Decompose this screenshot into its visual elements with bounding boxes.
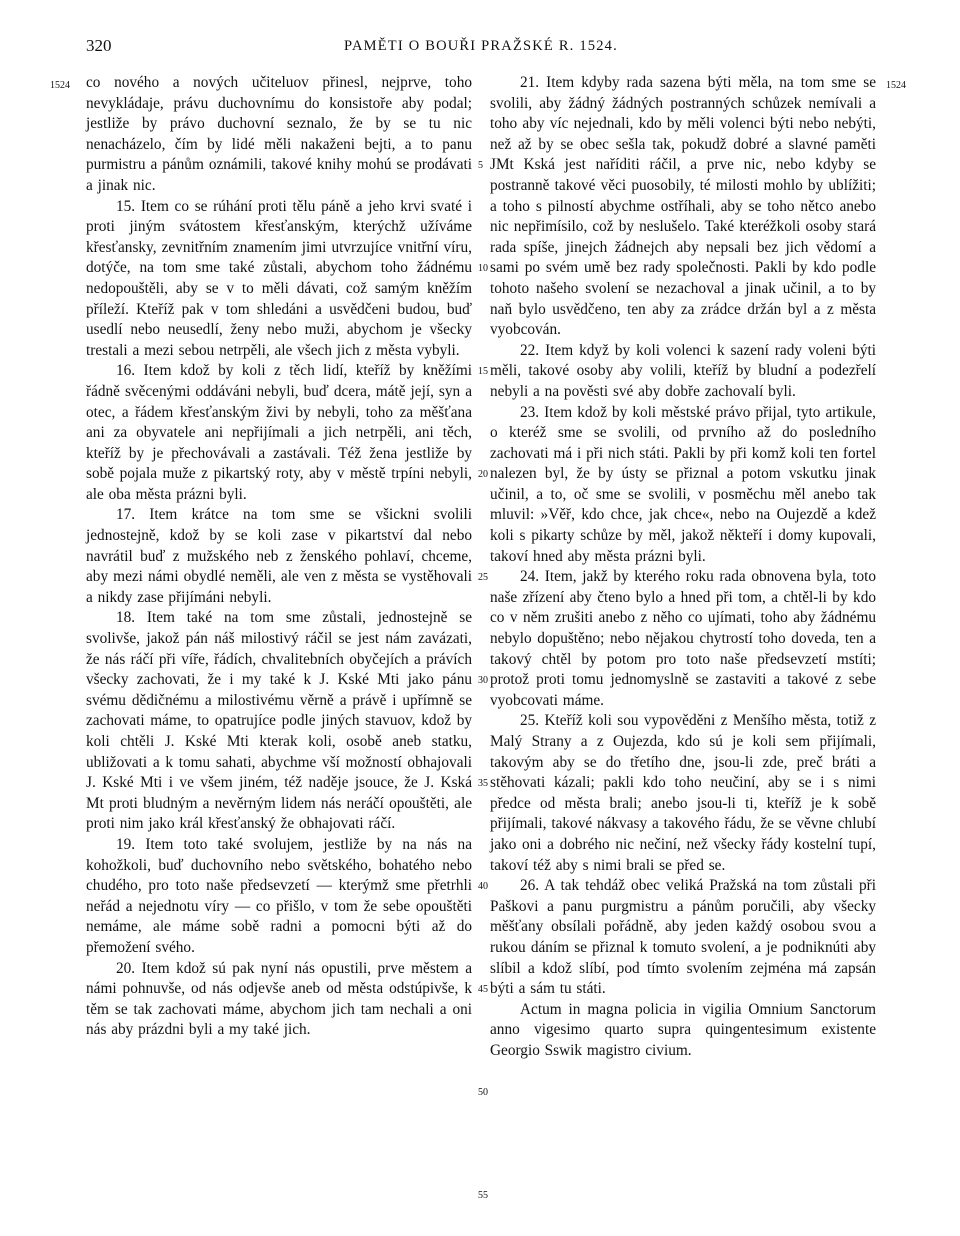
line-number: 30 xyxy=(478,675,488,687)
line-number: 35 xyxy=(478,778,488,790)
paragraph: co nového a nových učiteluov přinesl, nejprve, toho nevykládaje, právu duchovnímu do konsistoře aby podal; jestliže by právo duchovní seznalo, že by se tu nic nenacházelo, čím by lidé měli nakaženi bejti, a to panu purmistru a pánům oznámili, takové knihy mohú se prodávati a jinak nic. xyxy=(86,74,472,194)
paragraph: 26. A tak tehdáž obec veliká Pražská na tom zůstali při Paškovi a panu purgmistru a pánům poručili, aby všecky měšťany obsílali pořádně, aby jeden každý osobou svou a rukou dáním se přiznal k tomuto svolení, a je podniknúti aby slíbil a kdož slíbí, pod tímto svolením zejména má zapsán býti a sám tu státi. xyxy=(490,877,876,998)
left-column xyxy=(86,73,472,1041)
paragraph: 24. Item, jakž by kterého roku rada obnovena byla, toto naše zřízení aby čteno bylo a hned při tom, a chtěl-li by kdo co v něm zrušiti anebo z něho co ujímati, toho aby žádnému nebylo dopuštěno; nebo nějakou chytrostí toho doveda, ten a takový chtěl by potom pro toto naše předsevzetí mstíti; protož proti tomu jednomyslně se zastaviti a takové z sebe vyobcovati máme. xyxy=(490,568,876,709)
paragraph: 16. Item kdož by koli z těch lidí, kteříž by kněžími řádně svěcenými oddáváni nebyli, buď dcera, mátě její, syn a otec, a řádem křesťanským živi by nebyli, toho za měšťana ani za obyvatele ani nepřijímali a jich netrpěli, ani těch, kteříž by je přechovávali a zastávali. Též žena jestliže by sobě pojala muže z pikartský roty, aby v městě trpíni nebyli, ale oba města prázni byli. xyxy=(86,362,472,503)
paragraph: Actum in magna policia in vigilia Omnium Sanctorum anno vigesimo quarto supra quingentesimum existente Georgio Sswik magistro civium. xyxy=(490,1000,876,1059)
paragraph: 20. Item kdož sú pak nyní nás opustili, prve městem a námi pohnuvše, od nás odjevše aneb od města odstúpivše, k těm se tak zachovati máme, abychom jich tam nechali a oni nás aby prázdni byli a my také jich. xyxy=(86,959,472,1039)
right-column xyxy=(490,73,876,1062)
line-number: 45 xyxy=(478,984,488,996)
line-number: 15 xyxy=(478,366,488,378)
paragraph: 22. Item když by koli volenci k sazení rady voleni býti měli, takové osoby aby volili, kteříž by bludní a podezřelí nebyli a na pověsti své aby dobře zachovalí byli. xyxy=(490,341,876,400)
line-number: 10 xyxy=(478,263,488,275)
paragraph: 15. Item co se rúhání proti tělu páně a jeho krvi svaté i proti jiným svátostem křesťanským, kterýchž užíváme křesťansky, zevnitřním znamením jimi utvrzujíce vnitřní víru, dotýče, na tom sme také zůstali, abychom toho žádnému nedopouštěli, aby se v to měli dávati, což samým kněžím příleží. Kteříž pak v tom shledáni a usvědčeni budou, buď usedlí nebo neusedlí, ženy nebo muži, abychom je všecky trestali a mezi sebou netrpěli, ale všech jich z města vybyli. xyxy=(86,197,472,359)
line-number: 5 xyxy=(478,160,483,172)
paragraph: 23. Item kdož by koli městské právo přijal, tyto artikule, o kteréž sme se svolili, od prvního až do posledního zachovati má i při nich státi. Pakli by při komž koli ten fortel nalezen byl, že by ústy se přiznal a potom vskutku jinak učinil, a to, oč sme se svolili, v posměchu měl anebo tak mluvil: »Věř, kdo chce, jak chce«, nebo na Oujezdě a kdež koli s pikarty schůze by měl, jakož někteří i domy kupovali, takoví hned aby města prázni byli. xyxy=(490,403,876,565)
running-title: PAMĚTI O BOUŘI PRAŽSKÉ R. 1524. xyxy=(344,38,618,54)
line-number: 55 xyxy=(478,1190,488,1202)
line-number: 20 xyxy=(478,469,488,481)
paragraph: 21. Item kdyby rada sazena býti měla, na tom sme se svolili, aby žádný žádných postranných schůzek nemívali a toho aby víc nejednali, kdo by měli volenci býti nebo nebýti, než až by se obec sešla tak, pokudž dobré a slavné paměti JMt Kská jest naříditi ráčil, a prve nic, nebo kdyby se postranně takové věci puosobily, té milosti mohlo by ublížiti; a toho s pilností abychme ostříhali, aby se toho nětco anebo nic nepřimísilo, což by neslušelo. Také kteréžkoli osoby stará rada spíše, jinejch žádnejch aby nepsali bez jich vědomí a sami po svém umě bez rady společnosti. Pakli by kdo podle tohoto našeho svolení se nezachoval a jinak učinil, a to by naň bylo usvědčeno, ten aby za zrádce držán byl a z města vyobcován. xyxy=(490,74,876,339)
line-number: 50 xyxy=(478,1087,488,1099)
paragraph: 18. Item také na tom sme zůstali, jednostejně se svolivše, jakož pán náš milostivý ráčil se jest nám zavázati, že nás ráčí při víře, řádích, chvalitebních obyčejích a právích všecky zachovati, že i my také k J. Kské Mti jako pánu svému dědičnému a milostivému věrně a právě i upřímně se zachovati máme, to opatrujíce podle jiných stavuov, kdož by koli chtěli J. Kské Mti kterak koli, osobě aneb statku, ubližovati a k tomu sahati, abychme vší možností obhajovali J. Kské Mti i ve všem jiném, též naděje jsouce, že J. Kská Mt proti bludným a nevěrným lidem nás neráčí opouštěti, ale proti nim jako král křesťanský že obhajovati ráčí. xyxy=(86,609,472,833)
line-number: 25 xyxy=(478,572,488,584)
line-number: 40 xyxy=(478,881,488,893)
paragraph: 25. Kteříž koli sou vypověděni z Menšího města, totiž z Malý Strany a z Oujezda, kdo sú je koli sem přijímali, takovým aby se do třetího dne, jsou-li zde, preč bráti a stěhovati kázali; pakli kdo toho neučiní, aby se i s nimi předce od města brali; anebo jsou-li ti, kteříž je k sobě přijímali, takové nákvasy a takového řádu, že se věvne chlubí jako oni a dobrého nic nečiní, než všecky řády kostelní tupí, takoví též aby s nimi brali se před se. xyxy=(490,712,876,874)
paragraph: 19. Item toto také svolujem, jestliže by na nás na kohožkoli, buď duchovního nebo světského, bohatého nebo chudého, pro toto naše předsevzetí — kterýmž sme přetrhli neřád a nejednotu víry — co přišlo, v tom že sebe opouštěti nemáme, ale máme sobě radni a pomocni býti až do přemožení svého. xyxy=(86,835,472,956)
paragraph: 17. Item krátce na tom sme se všickni svolili jednostejně, kdož by se koli zase v pikartství dal nebo navrátil buď z mužského neb z ženského pohlaví, chceme, aby mezi námi obydlé neměli, ale ven z města se vystěhovali a nikdy zase přijímáni nebyli. xyxy=(86,506,472,606)
page-header xyxy=(86,36,876,60)
margin-year-right: 1524 xyxy=(886,80,906,91)
page-number: 320 xyxy=(86,36,112,55)
margin-year-left: 1524 xyxy=(50,80,70,91)
